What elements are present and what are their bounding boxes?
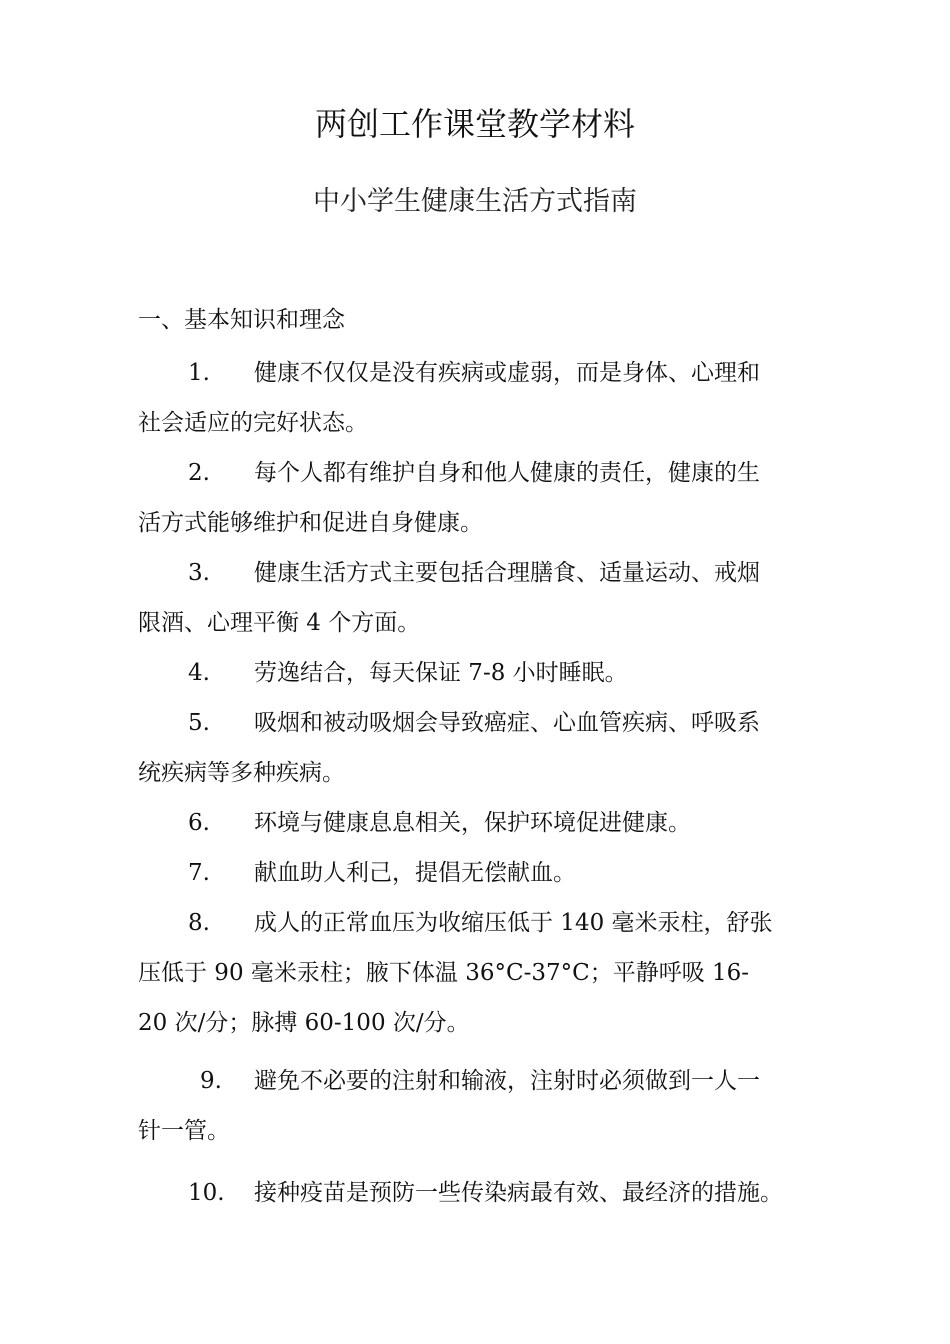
list-item-first-line xyxy=(138,898,824,948)
list-item-text: 献血助人利己，提倡无偿献血。 xyxy=(254,860,576,886)
list-item-continuation xyxy=(138,598,824,648)
list-item-number: 7. xyxy=(188,860,210,886)
list-item xyxy=(138,798,824,848)
list-item-text: 避免不必要的注射和输液，注射时必须做到一人一 xyxy=(254,1068,760,1094)
list-item xyxy=(138,848,824,898)
list-item-continuation xyxy=(138,1106,824,1156)
list-item xyxy=(138,898,824,1048)
list-item-number: 9. xyxy=(200,1068,222,1094)
list-item-text: 统疾病等多种疾病。 xyxy=(138,760,345,786)
list-item-number: 2. xyxy=(188,460,210,486)
list-item xyxy=(138,548,824,648)
list-item-text: 吸烟和被动吸烟会导致癌症、心血管疾病、呼吸系 xyxy=(254,710,760,736)
list-item-number: 4. xyxy=(188,660,210,686)
list-item-first-line xyxy=(138,648,824,698)
list-item-continuation xyxy=(138,398,824,448)
list-item-text: 健康不仅仅是没有疾病或虚弱，而是身体、心理和 xyxy=(254,360,760,386)
document-body xyxy=(138,300,824,1218)
list-item-text: 社会适应的完好状态。 xyxy=(138,410,368,436)
list-item-first-line xyxy=(138,448,824,498)
list-item-continuation xyxy=(138,998,824,1048)
list-item-first-line xyxy=(138,348,824,398)
list-item-number: 10. xyxy=(188,1180,225,1206)
list-item-first-line xyxy=(138,1056,824,1106)
list-item-number: 3. xyxy=(188,560,210,586)
list-item-text: 劳逸结合，每天保证 7-8 小时睡眠。 xyxy=(254,660,628,686)
list-item-continuation xyxy=(138,748,824,798)
list-item-first-line xyxy=(138,698,824,748)
document-title: 两创工作课堂教学材料 xyxy=(314,105,635,143)
list-item-text: 压低于 90 毫米汞柱；腋下体温 36°C-37°C；平静呼吸 16- xyxy=(138,960,750,986)
list-item-number: 8. xyxy=(188,910,210,936)
list-item-text: 健康生活方式主要包括合理膳食、适量运动、戒烟 xyxy=(254,560,760,586)
item-list xyxy=(138,348,824,1218)
list-item-number: 1. xyxy=(188,360,210,386)
list-item-first-line xyxy=(138,548,824,598)
list-item-text: 每个人都有维护自身和他人健康的责任，健康的生 xyxy=(254,460,760,486)
list-item-first-line xyxy=(138,798,824,848)
list-item xyxy=(138,348,824,448)
list-item-text: 20 次/分；脉搏 60-100 次/分。 xyxy=(138,1010,470,1036)
list-item xyxy=(138,698,824,798)
list-item xyxy=(138,448,824,548)
list-item-number: 5. xyxy=(188,710,210,736)
list-item xyxy=(138,1168,824,1218)
list-item-number: 6. xyxy=(188,810,210,836)
list-item-text: 针一管。 xyxy=(138,1118,230,1144)
list-item-first-line xyxy=(138,848,824,898)
list-item-continuation xyxy=(138,948,824,998)
list-item-text: 限酒、心理平衡 4 个方面。 xyxy=(138,610,421,636)
list-item xyxy=(138,1056,824,1156)
document-subtitle: 中小学生健康生活方式指南 xyxy=(313,186,637,217)
list-item-text: 活方式能够维护和促进自身健康。 xyxy=(138,510,483,536)
list-item xyxy=(138,648,824,698)
list-item-first-line xyxy=(138,1168,824,1218)
list-item-text: 成人的正常血压为收缩压低于 140 毫米汞柱，舒张 xyxy=(254,910,773,936)
list-item-continuation xyxy=(138,498,824,548)
list-item-text: 接种疫苗是预防一些传染病最有效、最经济的措施。 xyxy=(254,1180,783,1206)
section-heading: 一、基本知识和理念 xyxy=(138,307,345,333)
list-item-text: 环境与健康息息相关，保护环境促进健康。 xyxy=(254,810,691,836)
